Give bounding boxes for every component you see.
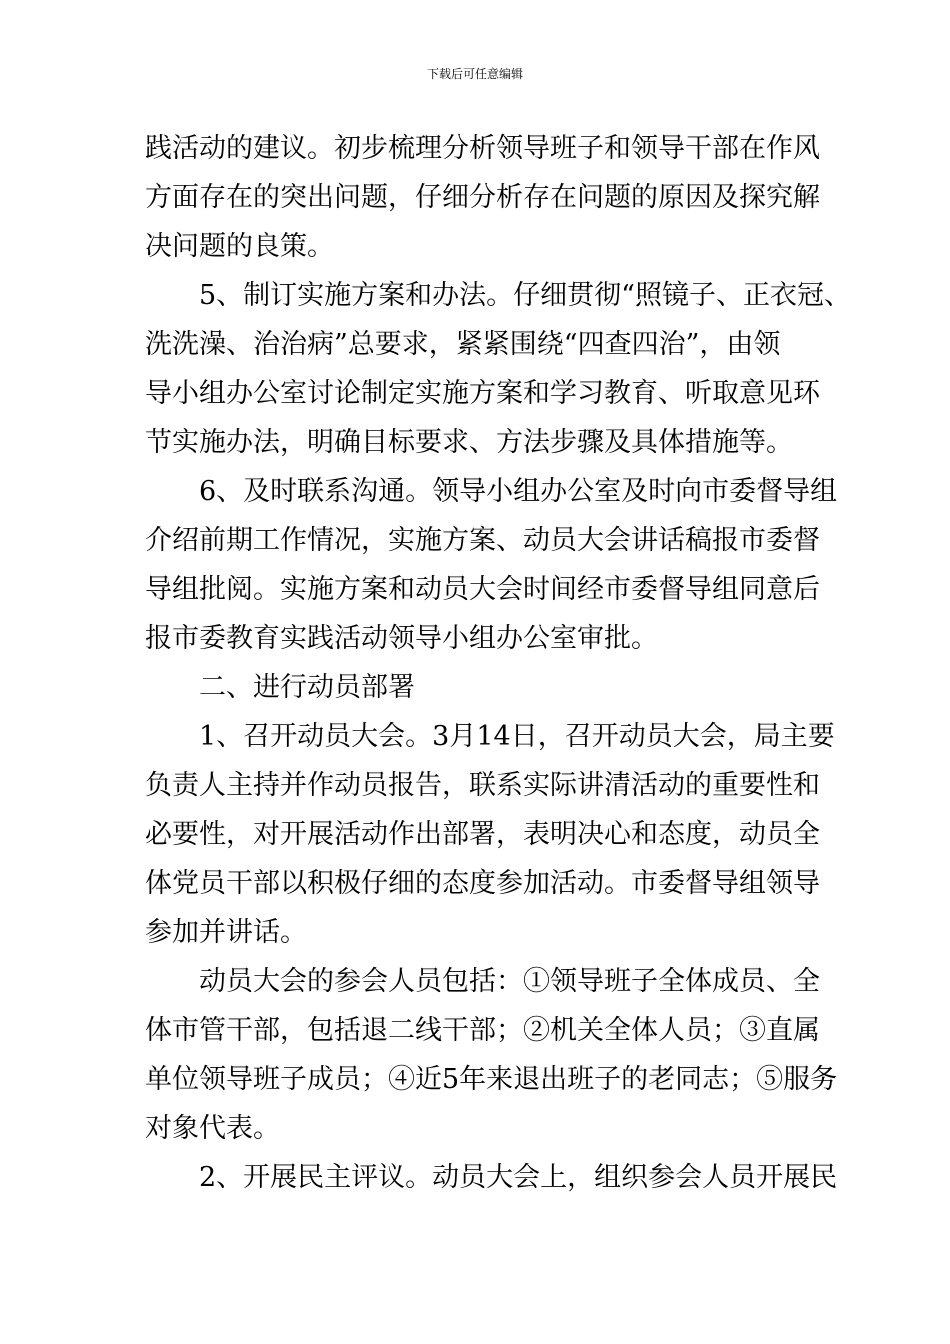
text-line: 动员大会的参会人员包括：①领导班子全体成员、全 <box>199 966 820 997</box>
text-line: 节实施办法，明确目标要求、方法步骤及具体措施等。 <box>145 427 793 458</box>
header-note: 下载后可任意编辑 <box>426 67 523 81</box>
text-line: 决问题的良策。 <box>145 231 334 262</box>
text-line: 5、制订实施方案和办法。仔细贯彻“照镜子、正衣冠、 <box>199 280 851 311</box>
text-line: 2、开展民主评议。动员大会上，组织参会人员开展民 <box>199 1162 838 1193</box>
text-line: 体市管干部，包括退二线干部；②机关全体人员；③直属 <box>145 1015 820 1046</box>
text-line: 必要性，对开展活动作出部署，表明决心和态度，动员全 <box>145 819 820 850</box>
text-line: 践活动的建议。初步梳理分析领导班子和领导干部在作风 <box>145 133 820 164</box>
text-line: 负责人主持并作动员报告，联系实际讲清活动的重要性和 <box>145 770 820 801</box>
text-line: 1、召开动员大会。3月14日，召开动员大会，局主要 <box>199 721 835 752</box>
document-body <box>145 124 851 1202</box>
text-line: 报市委教育实践活动领导小组办公室审批。 <box>145 623 658 654</box>
section-heading: 二、进行动员部署 <box>199 672 415 703</box>
text-line: 参加并讲话。 <box>145 917 307 948</box>
text-line: 导组批阅。实施方案和动员大会时间经市委督导组同意后 <box>145 574 820 605</box>
text-line: 介绍前期工作情况，实施方案、动员大会讲话稿报市委督 <box>145 525 820 556</box>
text-line: 洗洗澡、治治病”总要求，紧紧围绕“四查四治”，由领 <box>145 329 781 360</box>
text-line: 6、及时联系沟通。领导小组办公室及时向市委督导组 <box>199 476 838 507</box>
text-line: 对象代表。 <box>145 1113 280 1144</box>
text-line: 体党员干部以积极仔细的态度参加活动。市委督导组领导 <box>145 868 820 899</box>
text-line: 单位领导班子成员；④近5年来退出班子的老同志；⑤服务 <box>145 1064 838 1095</box>
text-line: 方面存在的突出问题，仔细分析存在问题的原因及探究解 <box>145 182 820 213</box>
text-line: 导小组办公室讨论制定实施方案和学习教育、听取意见环 <box>145 378 820 409</box>
